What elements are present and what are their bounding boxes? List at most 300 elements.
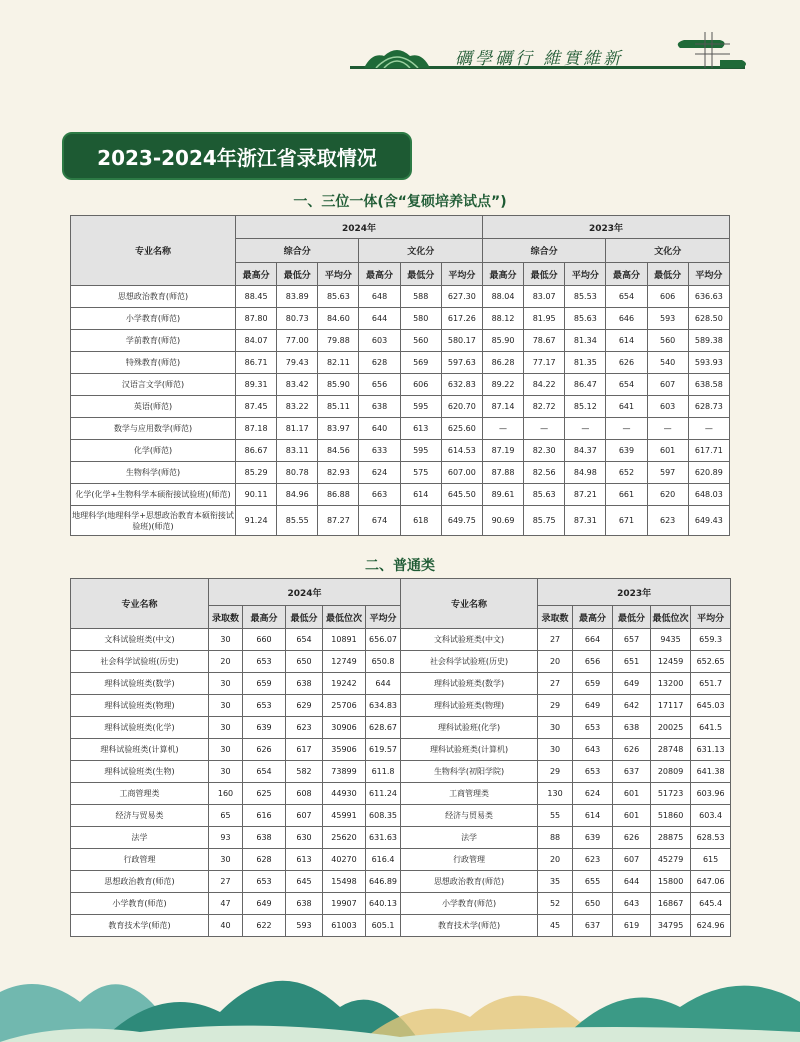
score-cell: 659.3 [691,629,731,651]
cloud-grid-decoration-icon [670,28,750,70]
score-cell: 653 [243,651,286,673]
score-cell: 649 [613,673,651,695]
score-cell: 595 [400,396,441,418]
score-cell: 645 [286,871,323,893]
table-row [71,484,730,506]
score-cell: 45279 [651,849,691,871]
major-name: 小学教育(师范) [71,893,209,915]
score-cell: 624 [359,462,400,484]
table-row [71,396,730,418]
score-cell: 588 [400,286,441,308]
score-cell: 30 [538,717,573,739]
score-cell: 601 [613,805,651,827]
score-cell: 607 [613,849,651,871]
major-name: 文科试验班类(中文) [71,629,209,651]
score-cell: 595 [400,440,441,462]
score-cell: 638 [243,827,286,849]
score-cell: 86.71 [236,352,277,374]
score-cell: 645.50 [441,484,482,506]
score-cell: 30 [209,695,243,717]
score-cell: 631.13 [691,739,731,761]
score-cell: 30 [209,761,243,783]
score-cell: 88.45 [236,286,277,308]
score-cell: 40270 [323,849,366,871]
score-cell: 628 [243,849,286,871]
score-cell: 9435 [651,629,691,651]
score-cell: 607 [647,374,688,396]
score-cell: 84.07 [236,330,277,352]
score-cell: 29 [538,761,573,783]
score-cell: 85.90 [318,374,359,396]
score-cell: 641.38 [691,761,731,783]
score-cell: 671 [606,506,647,536]
col-header-stat: 最高分 [606,263,647,286]
score-cell: 83.07 [524,286,565,308]
score-cell: 620.70 [441,396,482,418]
score-cell: 624.96 [691,915,731,937]
score-cell: 634.83 [366,695,401,717]
score-cell: 637 [573,915,613,937]
major-name: 化学(师范) [71,440,236,462]
score-cell: 35906 [323,739,366,761]
score-cell: 82.72 [524,396,565,418]
score-cell: 44930 [323,783,366,805]
score-cell: 656.07 [366,629,401,651]
score-cell: 12749 [323,651,366,673]
score-cell: 593.93 [688,352,729,374]
table-row [71,286,730,308]
score-cell: 77.17 [524,352,565,374]
score-cell: 45 [538,915,573,937]
score-cell: 86.28 [482,352,523,374]
score-cell: 628.73 [688,396,729,418]
col-header-stat: 平均分 [318,263,359,286]
major-name: 汉语言文学(师范) [71,374,236,396]
col-header-cultural: 文化分 [359,239,482,263]
score-cell: 644 [359,308,400,330]
col-header-stat: 最低位次 [323,606,366,629]
col-header-stat: 最低分 [613,606,651,629]
table-row [71,849,731,871]
score-cell: 664 [573,629,613,651]
score-cell: 81.35 [565,352,606,374]
major-name: 小学教育(师范) [71,308,236,330]
score-cell: 40 [209,915,243,937]
score-cell: 85.29 [236,462,277,484]
score-cell: 653 [573,761,613,783]
col-header-name: 专业名称 [401,579,538,629]
col-header-name: 专业名称 [71,216,236,286]
score-cell: 624 [573,783,613,805]
score-cell: 643 [613,893,651,915]
major-name: 思想政治教育(师范) [71,871,209,893]
score-cell: 52 [538,893,573,915]
score-cell: 88 [538,827,573,849]
score-cell: 605.1 [366,915,401,937]
table-row [71,893,731,915]
score-cell: 90.69 [482,506,523,536]
major-name: 经济与贸易类 [401,805,538,827]
score-cell: 643 [573,739,613,761]
score-cell: 82.56 [524,462,565,484]
score-cell: 28748 [651,739,691,761]
major-name: 社会科学试验班(历史) [401,651,538,673]
score-cell: 85.53 [565,286,606,308]
score-cell: 82.30 [524,440,565,462]
score-cell: 628.53 [691,827,731,849]
col-header-stat: 录取数 [209,606,243,629]
section1-heading: 一、三位一体(含“复硕培养试点”) [293,194,507,210]
major-name: 理科试验班类(计算机) [71,739,209,761]
score-cell: 636.63 [688,286,729,308]
col-header-stat: 最低分 [277,263,318,286]
score-cell: 649.75 [441,506,482,536]
score-cell: 656 [359,374,400,396]
score-cell: 20 [538,849,573,871]
score-cell: 597 [647,462,688,484]
score-cell: 660 [243,629,286,651]
score-cell: 633 [359,440,400,462]
major-name: 工商管理类 [401,783,538,805]
score-cell: 659 [573,673,613,695]
score-cell: 130 [538,783,573,805]
score-cell: 613 [400,418,441,440]
table-row [71,761,731,783]
major-name: 理科试验班类(物理) [71,695,209,717]
table-row [71,352,730,374]
col-header-cultural: 文化分 [606,239,730,263]
score-cell: 20 [538,651,573,673]
score-cell: 79.43 [277,352,318,374]
score-cell: 87.31 [565,506,606,536]
score-cell: 628.67 [366,717,401,739]
score-cell: 645.03 [691,695,731,717]
score-cell: 626 [613,827,651,849]
col-header-stat: 平均分 [688,263,729,286]
major-name: 理科试验班类(物理) [401,695,538,717]
table-row [71,717,731,739]
score-cell: 88.12 [482,308,523,330]
score-cell: 87.45 [236,396,277,418]
score-cell: 580.17 [441,330,482,352]
col-header-composite: 综合分 [236,239,359,263]
score-cell: 661 [606,484,647,506]
major-name: 法学 [401,827,538,849]
score-cell: 30 [209,629,243,651]
score-cell: 603 [647,396,688,418]
score-cell: 603.96 [691,783,731,805]
score-cell: 649.43 [688,506,729,536]
score-cell: 650 [286,651,323,673]
score-cell: 653 [243,695,286,717]
score-cell: 629 [286,695,323,717]
major-name: 文科试验班类(中文) [401,629,538,651]
score-cell: 639 [606,440,647,462]
score-cell: — [524,418,565,440]
score-cell: 659 [243,673,286,695]
table-row [71,374,730,396]
major-name: 理科试验班类(数学) [401,673,538,695]
score-cell: 608.35 [366,805,401,827]
table-row [71,673,731,695]
score-cell: 637 [613,761,651,783]
score-cell: 622 [243,915,286,937]
score-cell: 80.78 [277,462,318,484]
score-cell: 15498 [323,871,366,893]
score-cell: 85.75 [524,506,565,536]
score-cell: 87.18 [236,418,277,440]
score-cell: 638 [359,396,400,418]
score-cell: 83.97 [318,418,359,440]
score-cell: 632.83 [441,374,482,396]
score-cell: 674 [359,506,400,536]
score-cell: 601 [647,440,688,462]
score-cell: 617 [286,739,323,761]
table-regular [70,578,731,937]
score-cell: 617.26 [441,308,482,330]
score-cell: 606 [400,374,441,396]
major-name: 化学(化学+生物科学本硕衔接试验班)(师范) [71,484,236,506]
col-header-stat: 最低分 [647,263,688,286]
score-cell: 30 [209,717,243,739]
score-cell: 83.22 [277,396,318,418]
score-cell: 65 [209,805,243,827]
score-cell: 640 [359,418,400,440]
major-name: 地理科学(地理科学+思想政治教育本硕衔接试验班)(师范) [71,506,236,536]
table-row [71,695,731,717]
score-cell: 84.60 [318,308,359,330]
score-cell: 644 [613,871,651,893]
score-cell: 611.8 [366,761,401,783]
score-cell: 623 [647,506,688,536]
score-cell: 55 [538,805,573,827]
score-cell: 13200 [651,673,691,695]
major-name: 工商管理类 [71,783,209,805]
score-cell: 654 [243,761,286,783]
hill-logo-icon [362,46,432,68]
score-cell: 652.65 [691,651,731,673]
major-name: 生物科学(初阳学院) [401,761,538,783]
score-cell: 606 [647,286,688,308]
major-name: 生物科学(师范) [71,462,236,484]
col-header-stat: 最高分 [573,606,613,629]
col-header-stat: 最低分 [400,263,441,286]
score-cell: 47 [209,893,243,915]
score-cell: 87.14 [482,396,523,418]
major-name: 理科试验班类(化学) [71,717,209,739]
score-cell: — [606,418,647,440]
col-header-name: 专业名称 [71,579,209,629]
table-row [71,827,731,849]
score-cell: 603 [359,330,400,352]
col-header-2024: 2024年 [209,579,401,606]
table-row [71,418,730,440]
score-cell: 619.57 [366,739,401,761]
major-name: 行政管理 [401,849,538,871]
score-cell: 614.53 [441,440,482,462]
col-header-stat: 平均分 [366,606,401,629]
score-cell: — [565,418,606,440]
table-row [71,629,731,651]
major-name: 理科试验班类(计算机) [401,739,538,761]
major-name: 教育技术学(师范) [401,915,538,937]
score-cell: 84.37 [565,440,606,462]
score-cell: 575 [400,462,441,484]
score-cell: 30 [209,673,243,695]
score-cell: 603.4 [691,805,731,827]
score-cell: 83.11 [277,440,318,462]
col-header-stat: 平均分 [565,263,606,286]
score-cell: 589.38 [688,330,729,352]
score-cell: 626 [243,739,286,761]
score-cell: 648.03 [688,484,729,506]
score-cell: 569 [400,352,441,374]
score-cell: 85.63 [318,286,359,308]
score-cell: 77.00 [277,330,318,352]
score-cell: 82.93 [318,462,359,484]
score-cell: 10891 [323,629,366,651]
score-cell: 85.55 [277,506,318,536]
score-cell: 640.13 [366,893,401,915]
score-cell: 28875 [651,827,691,849]
score-cell: 614 [606,330,647,352]
score-cell: 34795 [651,915,691,937]
major-name: 教育技术学(师范) [71,915,209,937]
score-cell: 644 [366,673,401,695]
score-cell: 30 [209,849,243,871]
score-cell: 83.89 [277,286,318,308]
score-cell: 27 [538,629,573,651]
col-header-2023: 2023年 [482,216,729,239]
score-cell: 647.06 [691,871,731,893]
col-header-stat: 最高分 [243,606,286,629]
score-cell: 601 [613,783,651,805]
score-cell: 654 [286,629,323,651]
score-cell: 613 [286,849,323,871]
score-cell: 638 [286,673,323,695]
score-cell: 30906 [323,717,366,739]
score-cell: 87.21 [565,484,606,506]
score-cell: 45991 [323,805,366,827]
score-cell: 88.04 [482,286,523,308]
score-cell: 85.11 [318,396,359,418]
score-cell: 19242 [323,673,366,695]
score-cell: 649 [243,893,286,915]
score-cell: 35 [538,871,573,893]
score-cell: 61003 [323,915,366,937]
table-row [71,651,731,673]
table-row [71,506,730,536]
col-header-stat: 最低分 [524,263,565,286]
score-cell: 615 [691,849,731,871]
score-cell: 620 [647,484,688,506]
table-row [71,805,731,827]
major-name: 理科试验班(化学) [401,717,538,739]
score-cell: 648 [359,286,400,308]
major-name: 理科试验班类(生物) [71,761,209,783]
score-cell: 78.67 [524,330,565,352]
score-cell: 15800 [651,871,691,893]
score-cell: 620.89 [688,462,729,484]
score-cell: 655 [573,871,613,893]
score-cell: 86.67 [236,440,277,462]
score-cell: 616 [243,805,286,827]
score-cell: 82.11 [318,352,359,374]
major-name: 小学教育(师范) [401,893,538,915]
col-header-composite: 综合分 [482,239,605,263]
score-cell: 29 [538,695,573,717]
score-cell: 623 [573,849,613,871]
score-cell: 86.88 [318,484,359,506]
major-name: 数学与应用数学(师范) [71,418,236,440]
score-cell: 614 [573,805,613,827]
table-row [71,462,730,484]
major-name: 社会科学试验班(历史) [71,651,209,673]
col-header-stat: 最高分 [359,263,400,286]
col-header-stat: 最高分 [482,263,523,286]
col-header-2024: 2024年 [236,216,483,239]
score-cell: 91.24 [236,506,277,536]
score-cell: 20809 [651,761,691,783]
score-cell: 79.88 [318,330,359,352]
major-name: 思想政治教育(师范) [71,286,236,308]
score-cell: 611.24 [366,783,401,805]
score-cell: 87.80 [236,308,277,330]
table-row [71,440,730,462]
col-header-stat: 平均分 [691,606,731,629]
score-cell: 593 [286,915,323,937]
score-cell: 639 [243,717,286,739]
score-cell: 642 [613,695,651,717]
score-cell: 560 [647,330,688,352]
score-cell: 649 [573,695,613,717]
score-cell: 653 [243,871,286,893]
score-cell: 657 [613,629,651,651]
score-cell: 81.17 [277,418,318,440]
score-cell: 83.42 [277,374,318,396]
score-cell: 626 [613,739,651,761]
score-cell: 616.4 [366,849,401,871]
score-cell: 27 [209,871,243,893]
score-cell: 87.27 [318,506,359,536]
score-cell: 89.31 [236,374,277,396]
score-cell: 580 [400,308,441,330]
mountain-decoration-icon [0,932,800,1042]
score-cell: 625 [243,783,286,805]
score-cell: 87.19 [482,440,523,462]
table-row [71,330,730,352]
score-cell: 85.63 [565,308,606,330]
page-title: 2023-2024年浙江省录取情况 [62,132,412,180]
score-cell: 650.8 [366,651,401,673]
col-header-stat: 最高分 [236,263,277,286]
score-cell: 651 [613,651,651,673]
score-cell: 89.61 [482,484,523,506]
score-cell: 597.63 [441,352,482,374]
score-cell: — [647,418,688,440]
score-cell: 654 [606,286,647,308]
score-cell: 631.63 [366,827,401,849]
score-cell: 646.89 [366,871,401,893]
score-cell: 641.5 [691,717,731,739]
score-cell: 16867 [651,893,691,915]
score-cell: 630 [286,827,323,849]
score-cell: 17117 [651,695,691,717]
score-cell: 656 [573,651,613,673]
score-cell: 608 [286,783,323,805]
score-cell: 618 [400,506,441,536]
score-cell: 25706 [323,695,366,717]
